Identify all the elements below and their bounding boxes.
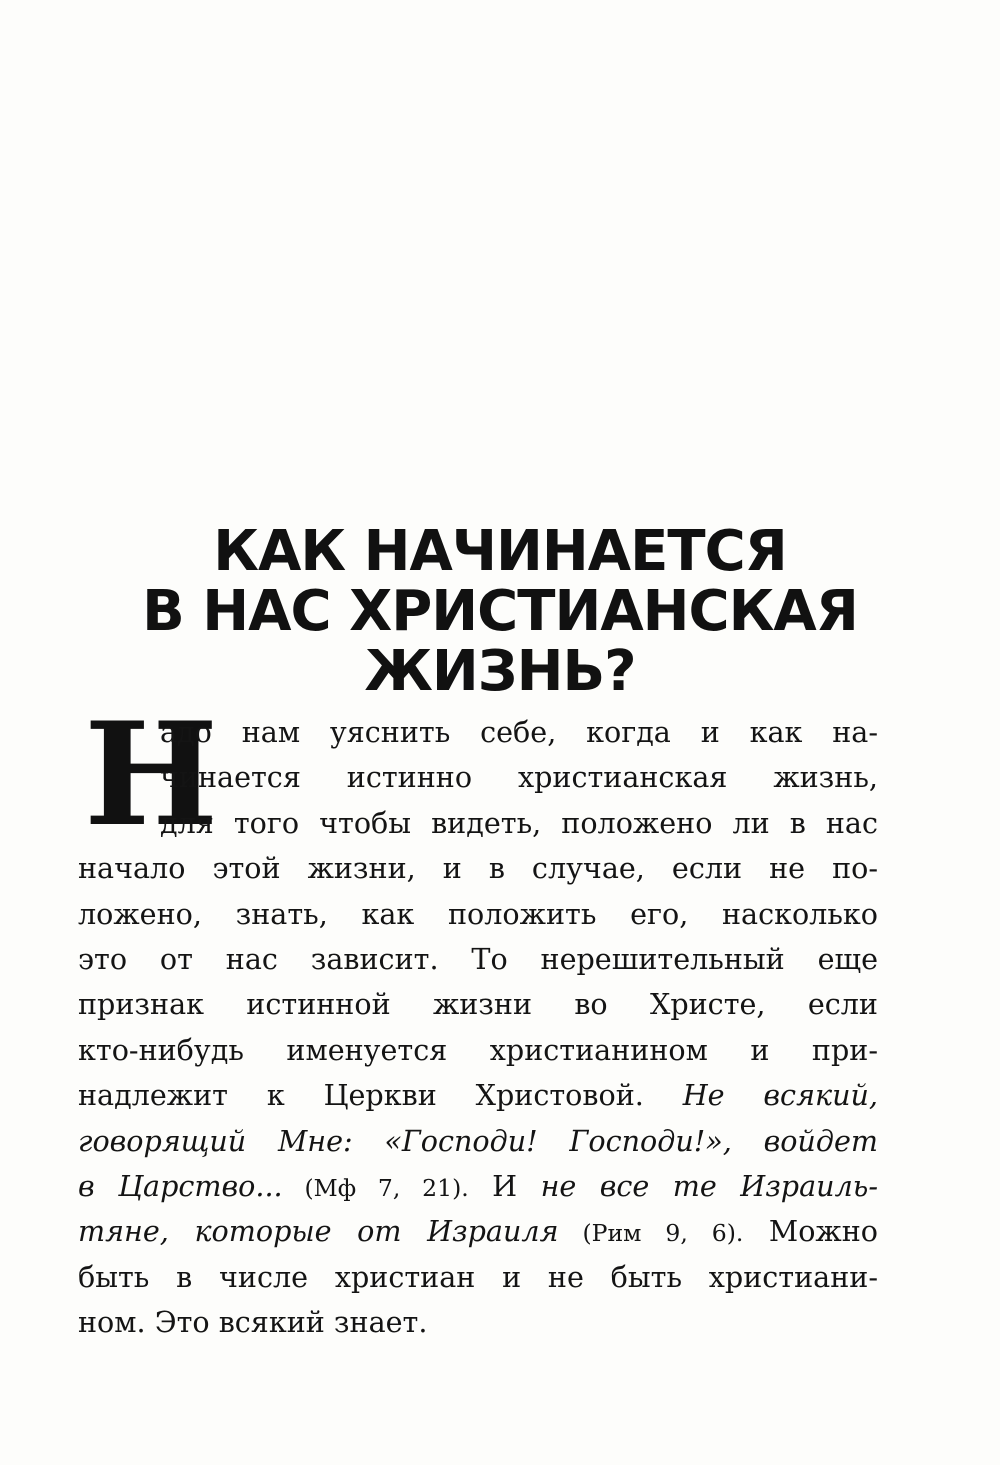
quote-italic-2: в Царство...: [78, 1169, 283, 1203]
heading-line-1: КАК НАЧИНАЕТСЯ: [213, 519, 787, 584]
text-line-2: чинается истинно христианская жизнь,: [160, 760, 878, 795]
quote-italic-1: Не всякий,: [682, 1078, 879, 1113]
drop-cap: Н: [84, 692, 219, 858]
text-line-11: [78, 1164, 878, 1211]
text-line-3: для того чтобы видеть, положено ли в нас: [160, 805, 878, 840]
text-line-9-plain: надлежит к Церкви Христовой.: [78, 1078, 683, 1113]
quote-italic-4: тяне, которые от Израиля: [78, 1214, 559, 1249]
text-line-8: кто-нибудь именуется христианином и при-: [78, 1032, 878, 1067]
heading-line-3: ЖИЗНЬ?: [364, 639, 636, 704]
quote-italic-3: не все те Израиль-: [540, 1169, 879, 1203]
text-line-13: быть в числе христиан и не быть христиани-: [78, 1259, 878, 1294]
text-line-7: признак истинной жизни во Христе, если: [78, 987, 878, 1022]
text-line-14: ном. Это всякий знает.: [78, 1305, 428, 1340]
text-line-11-plain: И: [468, 1169, 541, 1203]
scripture-reference-1: (Мф 7, 21).: [282, 1174, 469, 1202]
scripture-reference-2: (Рим 9, 6).: [558, 1219, 744, 1248]
text-line-12: [78, 1209, 878, 1256]
text-line-12-plain: Можно: [743, 1214, 878, 1249]
text-line-4: начало этой жизни, и в случае, если не по-: [78, 851, 878, 886]
text-line-10: говорящий Мне: «Господи! Господи!», войдет: [78, 1123, 878, 1158]
text-line-9: [78, 1073, 878, 1118]
text-line-5: ложено, знать, как положить его, насколько: [78, 896, 878, 931]
heading-line-2: В НАС ХРИСТИАНСКАЯ: [142, 579, 858, 644]
text-line-1: адо нам уяснить себе, когда и как на-: [160, 715, 878, 749]
text-line-6: это от нас зависит. То нерешительный еще: [78, 942, 878, 976]
chapter-heading: [60, 519, 940, 704]
